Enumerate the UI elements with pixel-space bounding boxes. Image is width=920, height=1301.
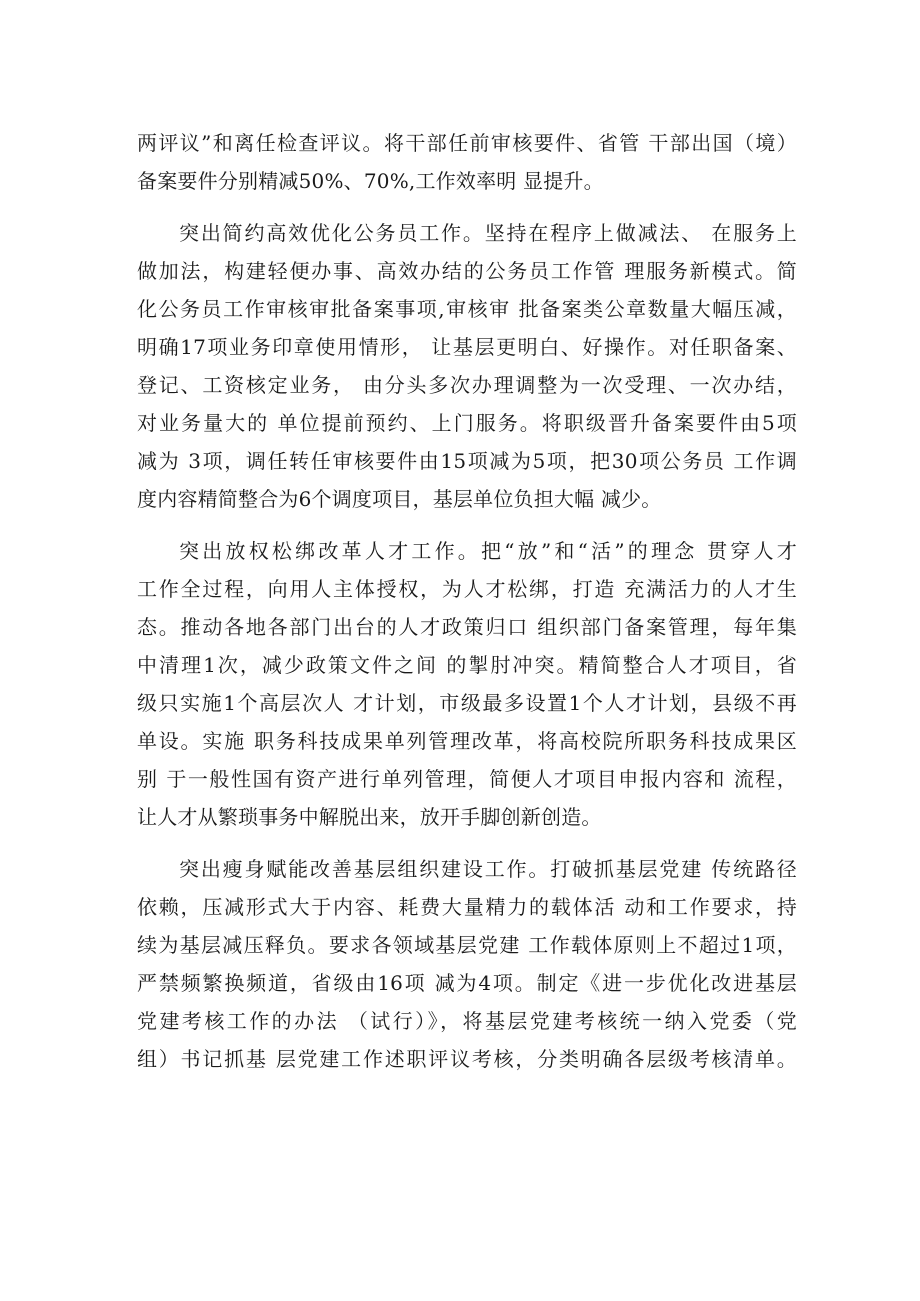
text-line: 级只实施1个高层次人 才计划，市级最多设置1个人才计划，县级不再 xyxy=(137,691,797,715)
text-line: 化公务员工作审核审批备案事项,审核审 批备案类公章数量大幅压减， xyxy=(137,297,797,321)
text-line: 突出放权松绑改革人才工作。把“放”和“活”的理念 贯穿人才 xyxy=(179,539,797,563)
text-line: 减为 3项，调任转任审核要件由15项减为5项，把30项公务员 工作调 xyxy=(137,449,797,473)
text-line: 突出简约高效优化公务员工作。坚持在程序上做减法、 在服务上 xyxy=(179,221,797,245)
text-line: 登记、工资核定业务， 由分头多次办理调整为一次受理、一次办结， xyxy=(137,373,797,397)
text-line: 突出瘦身赋能改善基层组织建设工作。打破抓基层党建 传统路径 xyxy=(179,857,797,881)
paragraph-1 xyxy=(137,124,797,200)
text-line: 度内容精简整合为6个调度项目，基层单位负担大幅 减少。 xyxy=(137,487,662,511)
text-line: 对业务量大的 单位提前预约、上门服务。将职级晋升备案要件由5项 xyxy=(137,411,797,435)
text-line: 做加法，构建轻便办事、高效办结的公务员工作管 理服务新模式。简 xyxy=(137,259,797,283)
text-line: 态。推动各地各部门出台的人才政策归口 组织部门备案管理，每年集 xyxy=(137,615,797,639)
paragraph-4 xyxy=(137,850,797,1078)
text-line: 组）书记抓基 层党建工作述职评议考核，分类明确各层级考核清单。 xyxy=(137,1047,797,1071)
text-line: 别 于一般性国有资产进行单列管理，简便人才项目申报内容和 流程， xyxy=(137,767,797,791)
text-line: 让人才从繁琐事务中解脱出来，放开手脚创新创造。 xyxy=(137,805,602,829)
text-line: 两评议”和离任检查评议。将干部任前审核要件、省管 干部出国（境） xyxy=(137,131,797,155)
text-line: 严禁频繁换频道，省级由16项 减为4项。制定《进一步优化改进基层 xyxy=(137,971,797,995)
text-line: 单设。实施 职务科技成果单列管理改革，将高校院所职务科技成果区 xyxy=(137,729,797,753)
text-line: 明确17项业务印章使用情形， 让基层更明白、好操作。对任职备案、 xyxy=(137,335,797,359)
text-line: 依赖，压减形式大于内容、耗费大量精力的载体活 动和工作要求，持 xyxy=(137,895,797,919)
text-line: 党建考核工作的办法 （试行）》，将基层党建考核统一纳入党委（党 xyxy=(137,1009,797,1033)
paragraph-3 xyxy=(137,532,797,836)
text-line: 备案要件分别精减50%、70%,工作效率明 显提升。 xyxy=(137,169,604,193)
text-line: 中清理1次，减少政策文件之间 的掣肘冲突。精简整合人才项目，省 xyxy=(137,653,797,677)
document-body xyxy=(137,124,797,1078)
text-line: 续为基层减压释负。要求各领域基层党建 工作载体原则上不超过1项， xyxy=(137,933,797,957)
paragraph-2 xyxy=(137,214,797,518)
text-line: 工作全过程，向用人主体授权，为人才松绑，打造 充满活力的人才生 xyxy=(137,577,797,601)
